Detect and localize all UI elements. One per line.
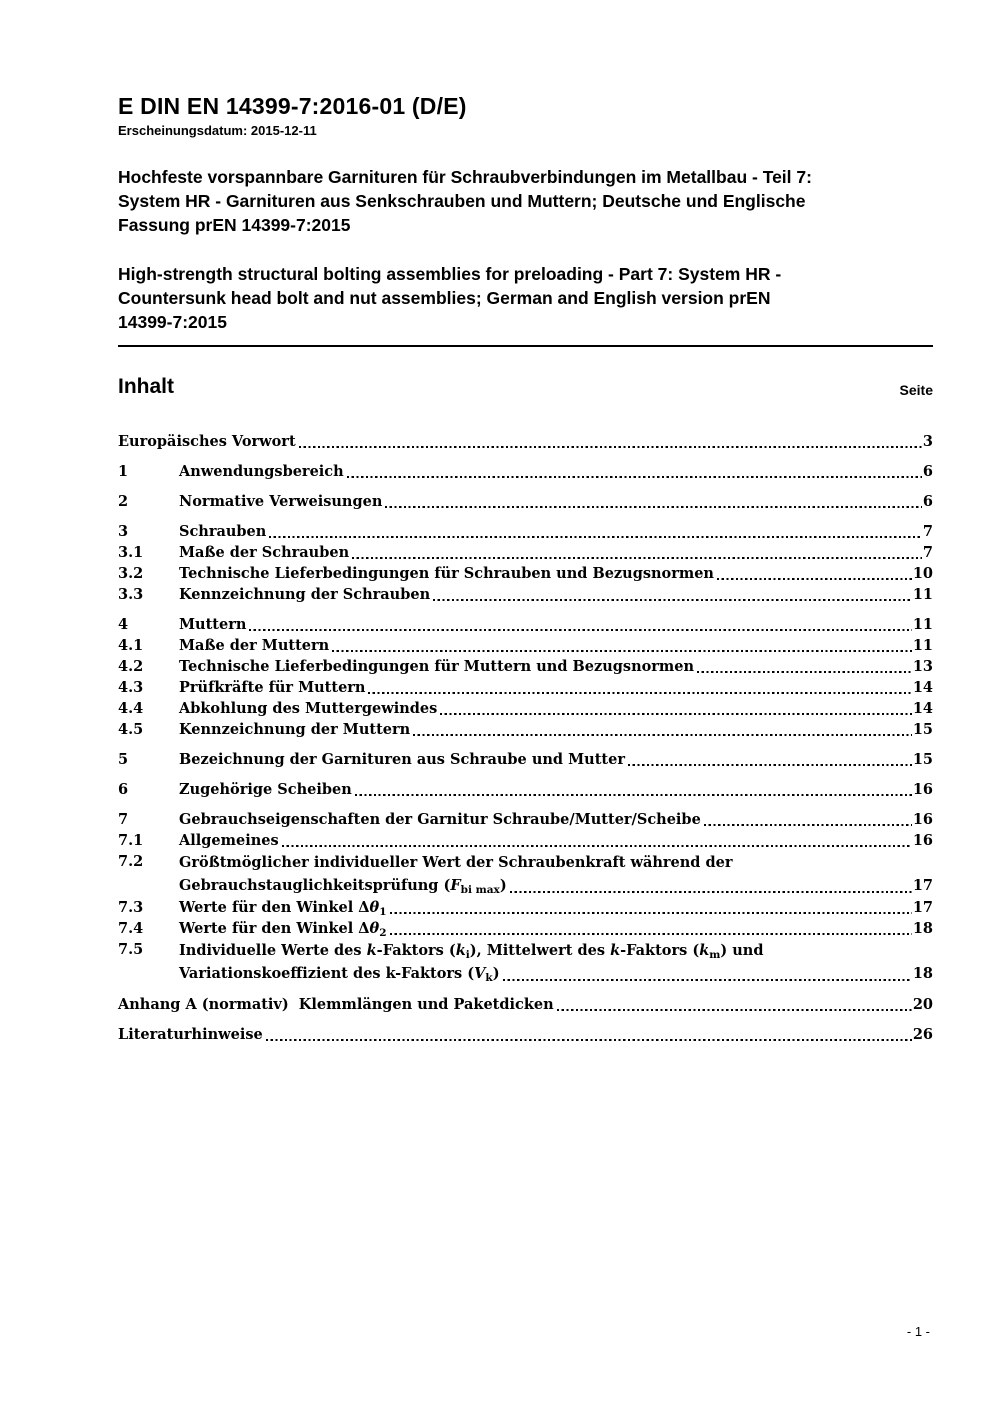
toc-entry-page: 16 <box>912 832 933 850</box>
toc-symbol: θ <box>369 899 380 917</box>
german-title-line: Fassung prEN 14399-7:2015 <box>118 215 351 236</box>
toc-entry-line <box>179 874 933 897</box>
toc-text-run: -Faktors ( <box>376 942 456 960</box>
toc-entry-number: 4 <box>118 616 129 634</box>
toc-entry <box>179 809 933 830</box>
toc-subscript: 1 <box>379 906 387 919</box>
toc-list <box>118 431 933 1045</box>
toc-row <box>118 897 933 918</box>
toc-entry-text <box>118 1024 263 1045</box>
toc-entry-line <box>179 851 933 874</box>
toc-text-run: Prüfkräfte für Muttern <box>179 679 366 697</box>
toc-row <box>118 542 933 563</box>
toc-entry-page: 17 <box>912 877 933 895</box>
toc-entry-page: 6 <box>922 493 933 511</box>
toc-text-run: Technische Lieferbedingungen für Schrauben und Bezugsnormen <box>179 565 714 583</box>
toc-symbol: θ <box>369 920 380 938</box>
toc-entry-line <box>179 830 933 851</box>
toc-entry-text <box>179 779 352 800</box>
toc-entry-page: 7 <box>922 544 933 562</box>
toc-entry-text <box>179 939 764 962</box>
toc-entry-line <box>179 614 933 635</box>
german-title-line: Hochfeste vorspannbare Garnituren für Schraubverbindungen im Metallbau - Teil 7: <box>118 167 812 188</box>
toc-leader-dots <box>557 1009 912 1011</box>
toc-entry-text <box>179 874 507 897</box>
toc-entry-page: 17 <box>912 899 933 917</box>
toc-entry-page: 6 <box>922 463 933 481</box>
toc-entry <box>179 698 933 719</box>
toc-text-run: Maße der Muttern <box>179 637 330 655</box>
toc-row <box>118 1024 933 1045</box>
toc-page-column-label: Seite <box>899 381 933 398</box>
toc-text-run: ) <box>499 877 507 895</box>
toc-row <box>118 994 933 1015</box>
toc-leader-dots <box>269 536 922 538</box>
toc-entry <box>179 749 933 770</box>
toc-entry-line <box>118 994 933 1015</box>
toc-leader-dots <box>347 476 922 478</box>
toc-entry-line <box>179 749 933 770</box>
publication-date: Erscheinungsdatum: 2015-12-11 <box>118 123 317 139</box>
toc-text-run: Schrauben <box>179 523 267 541</box>
toc-entry-text <box>179 677 365 698</box>
toc-text-run: Muttern <box>179 616 247 634</box>
toc-text-run: ), Mittelwert des <box>469 942 611 960</box>
toc-subscript: bi max <box>460 884 500 897</box>
toc-entry-line <box>179 962 933 985</box>
toc-text-run: Anwendungsbereich <box>179 463 344 481</box>
toc-entry <box>179 939 933 985</box>
toc-entry-text <box>179 918 387 939</box>
toc-symbol: F <box>450 877 461 895</box>
toc-entry-number: 7.3 <box>118 899 144 917</box>
toc-subscript: k <box>485 972 493 985</box>
toc-row <box>118 491 933 512</box>
toc-row <box>118 563 933 584</box>
toc-leader-dots <box>413 734 912 736</box>
toc-entry-text <box>179 962 500 985</box>
toc-row <box>118 939 933 985</box>
toc-entry-page: 18 <box>912 965 933 983</box>
toc-entry-text <box>179 521 266 542</box>
toc-row <box>118 656 933 677</box>
toc-text-run: Variationskoeffizient des k-Faktors ( <box>179 965 475 983</box>
toc-entry-page: 18 <box>912 920 933 938</box>
toc-entry-page: 20 <box>912 996 933 1014</box>
toc-entry-text <box>179 830 279 851</box>
toc-entry <box>179 461 933 482</box>
toc-entry-page: 26 <box>912 1026 933 1044</box>
toc-leader-dots <box>352 557 922 559</box>
toc-subscript: 2 <box>379 927 387 940</box>
toc-entry-text <box>179 491 382 512</box>
page-number-footer: - 1 - <box>906 1324 930 1339</box>
toc-row <box>118 779 933 800</box>
toc-text-run: Abkohlung des Muttergewindes <box>179 700 438 718</box>
toc-entry-text <box>179 563 714 584</box>
toc-text-run: Größtmöglicher individueller Wert der Schraubenkraft während der <box>179 854 733 872</box>
toc-leader-dots <box>249 629 911 631</box>
toc-row <box>118 635 933 656</box>
toc-entry-text <box>179 809 701 830</box>
toc-text-run: Literaturhinweise <box>118 1026 263 1044</box>
toc-entry-page: 15 <box>912 751 933 769</box>
toc-row <box>118 918 933 939</box>
toc-leader-dots <box>697 671 912 673</box>
toc-entry <box>179 918 933 939</box>
toc-entry-line <box>179 584 933 605</box>
toc-entry-line <box>179 656 933 677</box>
toc-entry-text <box>118 994 554 1015</box>
toc-entry-line <box>179 461 933 482</box>
toc-row <box>118 830 933 851</box>
toc-entry-line <box>179 521 933 542</box>
toc-entry-page: 10 <box>912 565 933 583</box>
toc-entry <box>179 521 933 542</box>
toc-text-run: Gebrauchstauglichkeitsprüfung ( <box>179 877 451 895</box>
toc-entry <box>179 897 933 918</box>
toc-row <box>118 431 933 452</box>
toc-subscript: m <box>709 949 721 962</box>
toc-text-run: Kennzeichnung der Schrauben <box>179 586 431 604</box>
toc-entry-line <box>179 897 933 918</box>
toc-entry-page: 15 <box>912 721 933 739</box>
toc-entry-page: 11 <box>912 637 933 655</box>
toc-leader-dots <box>385 506 922 508</box>
toc-leader-dots <box>368 692 911 694</box>
toc-leader-dots <box>299 446 922 448</box>
toc-leader-dots <box>704 824 912 826</box>
toc-leader-dots <box>510 891 912 893</box>
toc-row <box>118 584 933 605</box>
toc-entry-page: 3 <box>922 433 933 451</box>
toc-text-run: Werte für den Winkel Δ <box>179 899 370 917</box>
toc-symbol: k <box>455 942 466 960</box>
toc-leader-dots <box>440 713 912 715</box>
toc-row <box>118 809 933 830</box>
toc-leader-dots <box>332 650 912 652</box>
english-title-line: High-strength structural bolting assemblies for preloading - Part 7: System HR - <box>118 264 782 285</box>
toc-entry <box>179 614 933 635</box>
toc-entry-text <box>118 431 296 452</box>
toc-text-run: -Faktors ( <box>620 942 700 960</box>
toc-entry-line <box>179 491 933 512</box>
toc-row <box>118 851 933 897</box>
toc-row <box>118 719 933 740</box>
toc-entry-number: 7.4 <box>118 920 144 938</box>
toc-entry-text <box>179 614 246 635</box>
toc-entry <box>179 677 933 698</box>
toc-row <box>118 749 933 770</box>
toc-text-run: Kennzeichnung der Muttern <box>179 721 411 739</box>
toc-entry-text <box>179 749 625 770</box>
toc-text-run: Werte für den Winkel Δ <box>179 920 370 938</box>
toc-entry-number: 7.2 <box>118 853 144 871</box>
toc-leader-dots <box>717 578 912 580</box>
toc-entry-line <box>179 698 933 719</box>
toc-entry <box>179 830 933 851</box>
toc-symbol: k <box>610 942 621 960</box>
toc-row <box>118 521 933 542</box>
toc-leader-dots <box>282 845 912 847</box>
toc-symbol: V <box>474 965 486 983</box>
toc-entry <box>179 542 933 563</box>
toc-entry-number: 3.2 <box>118 565 144 583</box>
toc-entry-number: 3.3 <box>118 586 144 604</box>
header-divider <box>118 345 933 347</box>
toc-entry-page: 14 <box>912 679 933 697</box>
toc-entry <box>118 1024 933 1045</box>
toc-leader-dots <box>503 979 912 981</box>
toc-entry-number: 7 <box>118 811 129 829</box>
toc-entry <box>179 656 933 677</box>
toc-entry-number: 1 <box>118 463 129 481</box>
toc-entry-line <box>179 779 933 800</box>
toc-text-run: Technische Lieferbedingungen für Muttern und Bezugsnormen <box>179 658 695 676</box>
toc-entry-number: 7.5 <box>118 941 144 959</box>
toc-leader-dots <box>266 1039 912 1041</box>
toc-text-run: Zugehörige Scheiben <box>179 781 352 799</box>
toc-text-run: Anhang A (normativ) Klemmlängen und Paketdicken <box>118 996 554 1014</box>
toc-leader-dots <box>628 764 912 766</box>
toc-row <box>118 698 933 719</box>
toc-entry-text <box>179 461 344 482</box>
toc-row <box>118 677 933 698</box>
toc-entry <box>118 994 933 1015</box>
toc-entry-number: 4.4 <box>118 700 144 718</box>
toc-entry-line <box>179 719 933 740</box>
toc-entry-number: 3.1 <box>118 544 144 562</box>
toc-entry <box>179 584 933 605</box>
toc-leader-dots <box>390 912 912 914</box>
toc-text-run: Maße der Schrauben <box>179 544 350 562</box>
toc-entry-number: 4.1 <box>118 637 144 655</box>
toc-row <box>118 614 933 635</box>
toc-text-run: ) und <box>720 942 764 960</box>
toc-entry-number: 4.3 <box>118 679 144 697</box>
toc-text-run: Gebrauchseigenschaften der Garnitur Schraube/Mutter/Scheibe <box>179 811 701 829</box>
toc-entry-number: 4.2 <box>118 658 144 676</box>
toc-entry <box>179 635 933 656</box>
toc-entry-line <box>179 563 933 584</box>
toc-entry-text <box>179 635 329 656</box>
german-title-line: System HR - Garnituren aus Senkschrauben und Muttern; Deutsche und Englische <box>118 191 806 212</box>
toc-entry-number: 6 <box>118 781 129 799</box>
toc-entry-page: 16 <box>912 781 933 799</box>
toc-entry-text <box>179 719 410 740</box>
toc-entry-text <box>179 584 430 605</box>
toc-entry-line <box>179 939 933 962</box>
toc-entry-line <box>179 918 933 939</box>
english-title <box>118 262 933 334</box>
toc-entry-page: 11 <box>912 586 933 604</box>
toc-entry <box>179 851 933 897</box>
toc-text-run: Normative Verweisungen <box>179 493 383 511</box>
toc-entry-page: 13 <box>912 658 933 676</box>
toc-entry-line <box>179 677 933 698</box>
toc-subscript: i <box>465 949 470 962</box>
toc-symbol: k <box>699 942 710 960</box>
toc-leader-dots <box>390 933 912 935</box>
toc-entry-page: 14 <box>912 700 933 718</box>
toc-entry-text <box>179 542 349 563</box>
toc-entry-text <box>179 897 387 918</box>
toc-entry-page: 11 <box>912 616 933 634</box>
toc-row <box>118 461 933 482</box>
toc-heading: Inhalt <box>118 375 174 399</box>
toc-entry-text <box>179 656 694 677</box>
toc-entry-page: 16 <box>912 811 933 829</box>
standard-number-title: E DIN EN 14399-7:2016-01 (D/E) <box>118 93 467 119</box>
toc-symbol: k <box>366 942 377 960</box>
toc-entry-page: 7 <box>922 523 933 541</box>
english-title-line: Countersunk head bolt and nut assemblies; German and English version prEN <box>118 288 771 309</box>
toc-entry-line <box>118 431 933 452</box>
toc-entry-text <box>179 851 733 874</box>
toc-entry <box>179 719 933 740</box>
page-content <box>118 93 933 1045</box>
toc-entry-line <box>179 542 933 563</box>
toc-entry <box>179 779 933 800</box>
toc-leader-dots <box>355 794 912 796</box>
toc-text-run: Europäisches Vorwort <box>118 433 296 451</box>
toc-entry-number: 7.1 <box>118 832 144 850</box>
toc-heading-row <box>118 375 933 398</box>
toc-entry-number: 3 <box>118 523 129 541</box>
toc-entry-number: 2 <box>118 493 129 511</box>
toc-text-run: Allgemeines <box>179 832 279 850</box>
toc-entry-line <box>118 1024 933 1045</box>
toc-entry-number: 5 <box>118 751 129 769</box>
toc-text-run: ) <box>492 965 500 983</box>
toc-entry-line <box>179 635 933 656</box>
toc-leader-dots <box>433 599 912 601</box>
toc-entry <box>179 491 933 512</box>
toc-entry-line <box>179 809 933 830</box>
toc-text-run: Individuelle Werte des <box>179 942 367 960</box>
toc-entry-number: 4.5 <box>118 721 144 739</box>
toc-entry-text <box>179 698 437 719</box>
toc-entry <box>179 563 933 584</box>
german-title <box>118 165 933 237</box>
toc-text-run: Bezeichnung der Garnituren aus Schraube und Mutter <box>179 751 625 769</box>
toc-entry <box>118 431 933 452</box>
english-title-line: 14399-7:2015 <box>118 312 227 333</box>
